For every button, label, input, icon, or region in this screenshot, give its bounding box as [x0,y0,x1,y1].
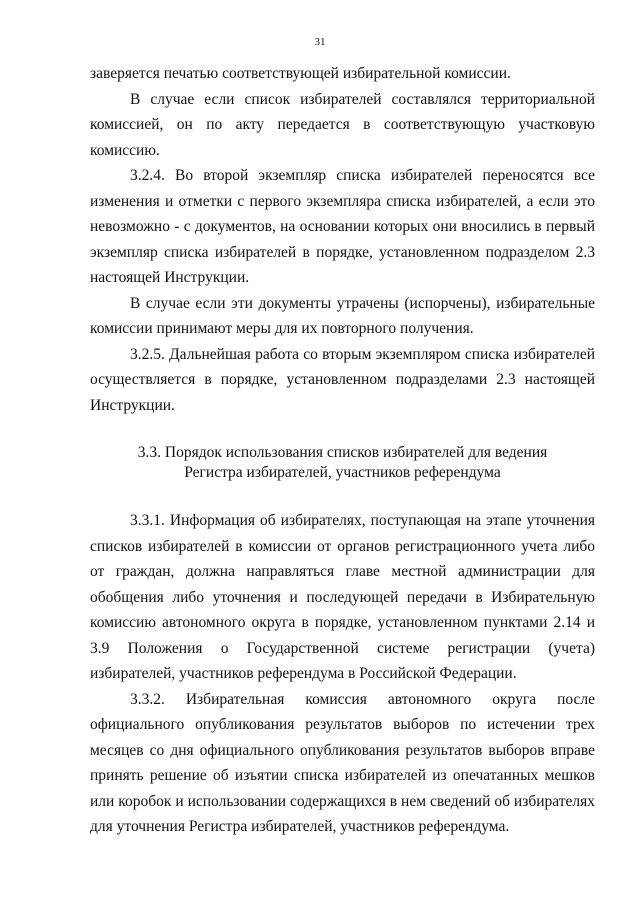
section-heading-3-3 [90,443,595,483]
paragraph-documents-lost: В случае если эти документы утрачены (испорчены), избирательные комиссии принимают меры для их повторного получения. [90,294,595,337]
paragraph-3-2-5: 3.2.5. Дальнейшая работа со вторым экземпляром списка избирателей осуществляется в порядке, установленном подразделами 2.3 настоящей Инструкции. [90,345,595,414]
paragraph-3-2-4: 3.2.4. Во второй экземпляр списка избирателей переносятся все изменения и отметки с первого экземпляра списка избирателей, а если это невозможно - с документов, на основании которых они вносились в первый экземпляр списка избирателей в порядке, установленном подразделом 2.3 настоящей Инструкции. [90,167,595,286]
paragraph-3-3-1: 3.3.1. Информация об избирателях, поступающая на этапе уточнения списков избирателей в комиссии от органов регистрационного учета либо от граждан, должна направляться главе местной администрации для обобщения либо уточнения и последующей передачи в Избирательную комиссию автономного округа в порядке, установленном пунктами 2.14 и 3.9 Положения о Государственной системе регистрации (учета) избирателей, участников референдума в Российской Федерации. [90,512,595,682]
paragraph-continuation: заверяется печатью соответствующей избирательной комиссии. [90,65,511,82]
document-body [90,61,595,840]
section-heading-line-2: Регистра избирателей, участников референдума [184,464,501,481]
page-number: 31 [314,36,326,48]
section-heading-line-1: 3.3. Порядок использования списков избирателей для ведения [137,444,548,461]
paragraph-territorial-commission: В случае если список избирателей составлялся территориальной комиссией, он по акту передается в соответствующую участковую комиссию. [90,90,595,159]
paragraph-3-3-2: 3.3.2. Избирательная комиссия автономного округа после официального опубликования результатов выборов по истечении трех месяцев со дня официального опубликования результатов выборов вправе принять решение об изъятии списка избирателей из опечатанных мешков или коробок и использовании содержащихся в нем сведений об избирателях для уточнения Регистра избирателей, участников референдума. [90,690,595,835]
